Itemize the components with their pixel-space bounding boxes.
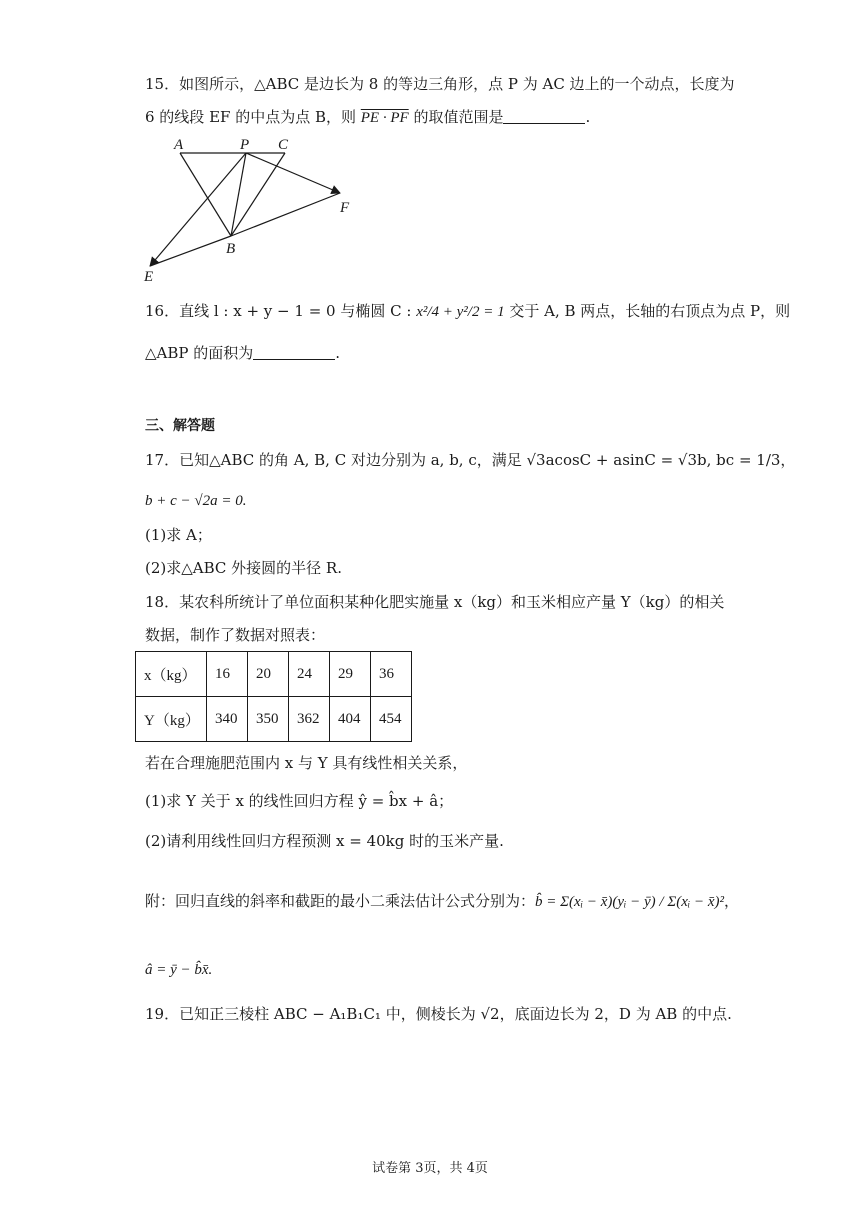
triangle-figure bbox=[140, 134, 370, 284]
table-cell: 36 bbox=[371, 652, 412, 697]
q17-part1: (1)求 A； bbox=[145, 526, 212, 544]
table-header-y: Y（kg） bbox=[136, 697, 207, 742]
table-cell: 20 bbox=[248, 652, 289, 697]
section-title: 三、解答题 bbox=[145, 418, 215, 434]
q15-line2: 6 的线段 EF 的中点为点 B，则 PE · PF 的取值范围是 . bbox=[145, 108, 591, 126]
q15-line1: 15．如图所示，△ABC 是边长为 8 的等边三角形，点 P 为 AC 边上的一个动点，长度为 bbox=[145, 75, 735, 93]
label-e: E bbox=[144, 269, 154, 284]
q18-part1: (1)求 Y 关于 x 的线性回归方程 ŷ = b̂x + â； bbox=[145, 792, 454, 810]
q18-line2: 数据，制作了数据对照表： bbox=[145, 626, 326, 644]
table-cell: 350 bbox=[248, 697, 289, 742]
q18-line1: 18．某农科所统计了单位面积某种化肥实施量 x（kg）和玉米相应产量 Y（kg）的相关 bbox=[145, 593, 725, 611]
answer-blank bbox=[503, 107, 585, 124]
q16-line1: 16．直线 l : x + y − 1 = 0 与椭圆 C : x²/4 + y²/2 = 1 交于 A, B 两点，长轴的右顶点为点 P，则 bbox=[145, 302, 791, 320]
table-cell: 362 bbox=[289, 697, 330, 742]
intercept-formula: â = ȳ − b̂x̄. bbox=[145, 962, 213, 978]
q18-appendix: 附：回归直线的斜率和截距的最小二乘法估计公式分别为：b̂ = Σ(xᵢ − x̄)(yᵢ − ȳ) / Σ(xᵢ − x̄)²， bbox=[145, 892, 740, 910]
label-f: F bbox=[340, 200, 350, 216]
vector-pf bbox=[246, 153, 340, 193]
segment-bf bbox=[231, 193, 340, 236]
q19-line1: 19．已知正三棱柱 ABC − A₁B₁C₁ 中，侧棱长为 √2，底面边长为 2，D 为 AB 的中点. bbox=[145, 1005, 732, 1023]
data-table bbox=[135, 651, 412, 742]
label-c: C bbox=[278, 137, 289, 153]
q18-part2: (2)请利用线性回归方程预测 x = 40kg 时的玉米产量. bbox=[145, 832, 504, 850]
table-row bbox=[136, 652, 412, 697]
label-p: P bbox=[240, 137, 250, 153]
table-cell: 16 bbox=[207, 652, 248, 697]
table-cell: 24 bbox=[289, 652, 330, 697]
segment-ab bbox=[180, 153, 231, 236]
table-header-x: x（kg） bbox=[136, 652, 207, 697]
q18-after-table: 若在合理施肥范围内 x 与 Y 具有线性相关关系， bbox=[145, 754, 468, 772]
label-b: B bbox=[226, 241, 236, 257]
label-a: A bbox=[174, 137, 184, 153]
ellipse-equation: x²/4 + y²/2 = 1 bbox=[416, 304, 505, 320]
q16-line2: △ABP 的面积为 . bbox=[145, 344, 341, 362]
answer-blank bbox=[253, 343, 335, 360]
slope-formula: b̂ = Σ(xᵢ − x̄)(yᵢ − ȳ) / Σ(xᵢ − x̄)² bbox=[535, 894, 725, 910]
table-cell: 340 bbox=[207, 697, 248, 742]
vector-product: PE · PF bbox=[360, 110, 409, 126]
q18-intercept bbox=[145, 958, 212, 981]
page-footer: 试卷第 3页，共 4页 bbox=[372, 1161, 488, 1176]
q17-part2: (2)求△ABC 外接圆的半径 R. bbox=[145, 559, 342, 577]
q17-line2: b + c − √2a = 0. bbox=[145, 493, 247, 509]
table-row bbox=[136, 697, 412, 742]
table-cell: 29 bbox=[330, 652, 371, 697]
q17-line1: 17．已知△ABC 的角 A, B, C 对边分别为 a, b, c，满足 √3acosC + asinC = √3b, bc = 1/3， bbox=[145, 451, 796, 469]
table-cell: 404 bbox=[330, 697, 371, 742]
table-cell: 454 bbox=[371, 697, 412, 742]
